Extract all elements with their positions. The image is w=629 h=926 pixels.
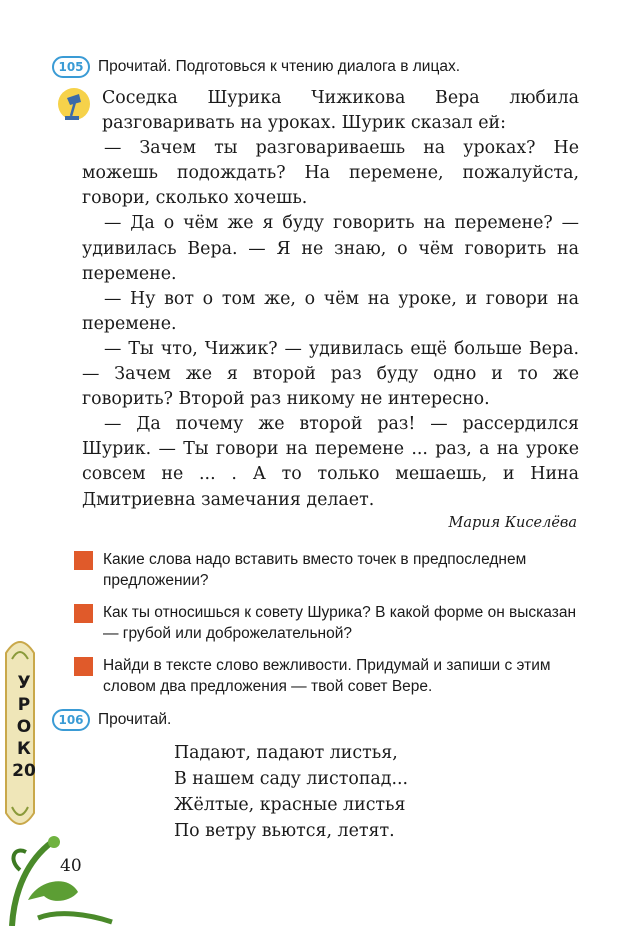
lesson-number: 20: [12, 761, 36, 781]
story-paragraph: — Ты что, Чижик? — удивилась ещё больше Вера. — Зачем же я второй раз буду одно и то же говорить? Второй раз никому не интересно.: [82, 338, 579, 410]
story-paragraph: — Ну вот о том же, о чём на уроке, и говори на перемене.: [82, 288, 579, 334]
task-106-number: 106: [52, 709, 90, 731]
poem-line: Падают, падают листья,: [174, 743, 398, 763]
story-text: [82, 86, 579, 513]
task-106-title: Прочитай.: [98, 711, 172, 728]
lesson-tab-letter: О: [16, 717, 32, 737]
poem: [174, 740, 408, 844]
question-item: [74, 655, 584, 697]
question-text: Найди в тексте слово вежливости. Придумай и запиши с этим словом два предложения — твой совет Вере.: [103, 657, 551, 695]
page-number: 40: [60, 856, 82, 876]
poem-line: В нашем саду листопад...: [174, 769, 409, 789]
question-item: [74, 549, 584, 591]
lesson-tab-letter: К: [17, 739, 31, 759]
story-author: Мария Киселёва: [448, 515, 577, 531]
lesson-tab-letter: У: [17, 673, 31, 693]
square-bullet-icon: [74, 551, 93, 570]
square-bullet-icon: [74, 657, 93, 676]
lesson-tab-letter: Р: [17, 695, 31, 715]
task-105-header: [52, 56, 460, 78]
story-paragraph: Соседка Шурика Чижикова Вера любила разговаривать на уроках. Шурик сказал ей:: [102, 88, 579, 134]
story-paragraph: — Да почему же второй раз! — рассердился Шурик. — Ты говори на перемене ... раз, а на уроке совсем не ... . А то только мешаешь, и Нина Дмитриевна замечания делает.: [82, 414, 579, 510]
story-paragraph: — Зачем ты разговариваешь на уроках? Не можешь подождать? На перемене, пожалуйста, говори, сколько хочешь.: [82, 138, 579, 209]
poem-line: Жёлтые, красные листья: [174, 795, 406, 815]
floral-ornament-icon: [8, 830, 118, 926]
square-bullet-icon: [74, 604, 93, 623]
story-paragraph: — Да о чём же я буду говорить на перемене? — удивилась Вера. — Я не знаю, о чём говорить на перемене.: [82, 213, 579, 284]
poem-line: По ветру вьются, летят.: [174, 821, 395, 841]
task-105-number: 105: [52, 56, 90, 78]
question-item: [74, 602, 584, 644]
task-106-header: [52, 709, 171, 731]
lesson-tab-label: [4, 672, 44, 782]
question-text: Какие слова надо вставить вместо точек в предпоследнем предложении?: [103, 551, 527, 589]
question-text: Как ты относишься к совету Шурика? В какой форме он высказан — грубой или доброжелательной?: [103, 604, 577, 642]
task-105-title: Прочитай. Подготовься к чтению диалога в лицах.: [98, 58, 461, 75]
